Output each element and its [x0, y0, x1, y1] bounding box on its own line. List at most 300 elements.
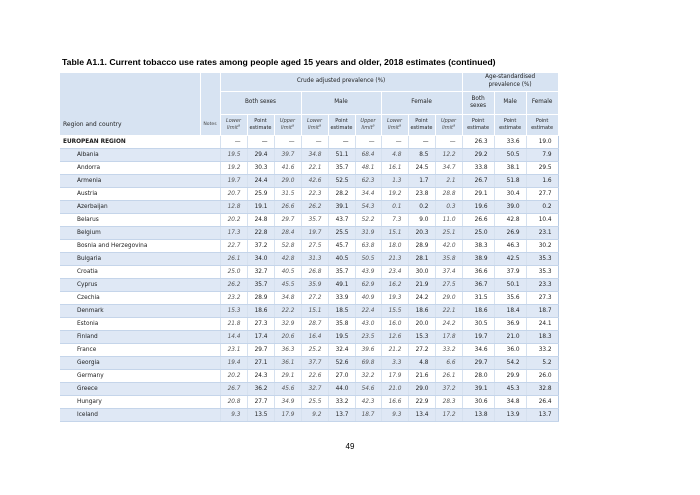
- both-sexes-lower-limit-cell: 21.8: [220, 318, 247, 331]
- female-upper-limit-cell: 35.8: [435, 253, 462, 266]
- country-row: [60, 344, 558, 357]
- male-lower-limit-cell: 32.7: [301, 383, 328, 396]
- male-point-estimate-cell: 18.5: [328, 305, 355, 318]
- both-sexes-upper-limit-cell: 29.0: [274, 175, 301, 188]
- footnote-mark: a: [291, 123, 295, 128]
- age-standardised-prevalence-header: [462, 73, 558, 92]
- age-std-male-cell: 37.9: [494, 266, 526, 279]
- male-lower-limit-cell: 42.6: [301, 175, 328, 188]
- female-upper-limit-cell: 27.5: [435, 279, 462, 292]
- age-std-both-sexes-cell: 28.0: [462, 370, 494, 383]
- notes-cell: [200, 201, 220, 214]
- male-lower-limit-cell: 16.4: [301, 331, 328, 344]
- male-point-estimate-cell: 35.7: [328, 162, 355, 175]
- both-sexes-lower-limit-cell: 9.3: [220, 409, 247, 422]
- footnote-mark: a: [372, 123, 375, 128]
- lower-limit-label: Lower limit: [225, 118, 242, 131]
- row-label: EUROPEAN REGION: [60, 136, 200, 149]
- female-lower-limit-cell: 15.1: [381, 227, 408, 240]
- row-label: Estonia: [60, 318, 200, 331]
- crude-male-header: Male: [301, 92, 381, 115]
- male-lower-limit-cell: 28.7: [301, 318, 328, 331]
- age-std-male-point-estimate-header: Point estimate: [494, 115, 526, 136]
- age-std-female-cell: 35.3: [526, 253, 558, 266]
- male-lower-limit-cell: 15.1: [301, 305, 328, 318]
- age-std-male-cell: 18.4: [494, 305, 526, 318]
- male-upper-limit-cell: 62.9: [355, 279, 381, 292]
- both-sexes-upper-limit-cell: 34.8: [274, 292, 301, 305]
- both-sexes-lower-limit-cell: —: [220, 136, 247, 149]
- male-lower-limit-cell: 31.3: [301, 253, 328, 266]
- both-sexes-upper-limit-cell: 22.2: [274, 305, 301, 318]
- male-point-estimate-cell: 51.1: [328, 149, 355, 162]
- country-row: [60, 357, 558, 370]
- female-point-estimate-cell: 1.7: [408, 175, 435, 188]
- both-sexes-lower-limit-cell: 17.3: [220, 227, 247, 240]
- female-lower-limit-header: [381, 115, 408, 136]
- female-point-estimate-cell: —: [408, 136, 435, 149]
- both-sexes-point-estimate-cell: 27.1: [247, 357, 274, 370]
- age-standardised-prevalence-label: Age-standardised prevalence (%): [485, 74, 536, 88]
- age-std-both-sexes-cell: 36.7: [462, 279, 494, 292]
- notes-cell: [200, 253, 220, 266]
- age-std-male-cell: 30.4: [494, 188, 526, 201]
- female-point-estimate-cell: 15.3: [408, 331, 435, 344]
- age-std-both-sexes-cell: 30.5: [462, 318, 494, 331]
- age-std-male-cell: 13.9: [494, 409, 526, 422]
- male-point-estimate-cell: 27.0: [328, 370, 355, 383]
- both-sexes-point-estimate-cell: 27.7: [247, 396, 274, 409]
- notes-cell: [200, 188, 220, 201]
- age-std-female-cell: 10.4: [526, 214, 558, 227]
- tobacco-use-table: [60, 72, 559, 422]
- notes-cell: [200, 383, 220, 396]
- female-upper-limit-cell: 24.2: [435, 318, 462, 331]
- notes-cell: [200, 331, 220, 344]
- male-lower-limit-cell: 22.3: [301, 188, 328, 201]
- female-point-estimate-cell: 18.6: [408, 305, 435, 318]
- age-std-female-cell: 27.3: [526, 292, 558, 305]
- female-lower-limit-cell: 21.0: [381, 383, 408, 396]
- female-lower-limit-cell: 16.6: [381, 396, 408, 409]
- both-sexes-upper-limit-cell: 20.6: [274, 331, 301, 344]
- female-upper-limit-cell: 34.7: [435, 162, 462, 175]
- female-point-estimate-cell: 23.8: [408, 188, 435, 201]
- both-sexes-lower-limit-cell: 14.4: [220, 331, 247, 344]
- male-lower-limit-cell: 35.9: [301, 279, 328, 292]
- age-std-both-sexes-cell: 30.6: [462, 396, 494, 409]
- age-std-both-sexes-point-estimate-header: Point estimate: [462, 115, 494, 136]
- notes-cell: [200, 318, 220, 331]
- male-upper-limit-cell: 34.4: [355, 188, 381, 201]
- both-sexes-point-estimate-cell: 29.7: [247, 344, 274, 357]
- age-std-male-header: Male: [494, 92, 526, 115]
- age-std-both-sexes-cell: 29.1: [462, 188, 494, 201]
- row-label: Czechia: [60, 292, 200, 305]
- age-std-male-cell: 54.2: [494, 357, 526, 370]
- country-row: [60, 253, 558, 266]
- both-sexes-lower-limit-cell: 20.2: [220, 214, 247, 227]
- age-std-both-sexes-cell: 29.7: [462, 357, 494, 370]
- male-upper-limit-cell: 63.8: [355, 240, 381, 253]
- age-std-both-sexes-cell: 38.3: [462, 240, 494, 253]
- male-point-estimate-cell: —: [328, 136, 355, 149]
- both-sexes-point-estimate-cell: 35.7: [247, 279, 274, 292]
- age-std-female-cell: 32.8: [526, 383, 558, 396]
- female-upper-limit-cell: 12.2: [435, 149, 462, 162]
- row-label: Hungary: [60, 396, 200, 409]
- both-sexes-lower-limit-header: [220, 115, 247, 136]
- lower-limit-label: Lower limit: [386, 118, 403, 131]
- both-sexes-lower-limit-cell: 20.2: [220, 370, 247, 383]
- both-sexes-point-estimate-cell: 36.2: [247, 383, 274, 396]
- male-lower-limit-cell: 35.7: [301, 214, 328, 227]
- female-lower-limit-cell: 19.3: [381, 292, 408, 305]
- male-point-estimate-cell: 13.7: [328, 409, 355, 422]
- both-sexes-point-estimate-cell: 19.1: [247, 201, 274, 214]
- age-std-female-point-estimate-header: Point estimate: [526, 115, 558, 136]
- notes-cell: [200, 240, 220, 253]
- age-std-female-cell: 0.2: [526, 201, 558, 214]
- male-lower-limit-cell: —: [301, 136, 328, 149]
- both-sexes-upper-limit-cell: 36.3: [274, 344, 301, 357]
- crude-female-header: Female: [381, 92, 462, 115]
- age-std-male-cell: 50.1: [494, 279, 526, 292]
- both-sexes-lower-limit-cell: 25.0: [220, 266, 247, 279]
- row-label: Armenia: [60, 175, 200, 188]
- country-row: [60, 266, 558, 279]
- age-std-male-cell: 29.9: [494, 370, 526, 383]
- male-point-estimate-cell: 45.7: [328, 240, 355, 253]
- male-point-estimate-cell: 43.7: [328, 214, 355, 227]
- female-point-estimate-cell: 28.1: [408, 253, 435, 266]
- male-upper-limit-cell: 48.1: [355, 162, 381, 175]
- male-point-estimate-cell: 52.6: [328, 357, 355, 370]
- both-sexes-upper-limit-cell: 31.5: [274, 188, 301, 201]
- both-sexes-upper-limit-cell: 34.9: [274, 396, 301, 409]
- both-sexes-upper-limit-cell: 32.9: [274, 318, 301, 331]
- region-row: [60, 136, 558, 149]
- male-point-estimate-header: Point estimate: [328, 115, 355, 136]
- row-label: Belgium: [60, 227, 200, 240]
- row-label: Croatia: [60, 266, 200, 279]
- notes-cell: [200, 279, 220, 292]
- male-point-estimate-cell: 33.2: [328, 396, 355, 409]
- female-upper-limit-cell: 33.2: [435, 344, 462, 357]
- age-std-male-cell: 39.0: [494, 201, 526, 214]
- country-row: [60, 383, 558, 396]
- notes-cell: [200, 396, 220, 409]
- female-point-estimate-cell: 9.0: [408, 214, 435, 227]
- female-lower-limit-cell: 21.3: [381, 253, 408, 266]
- male-upper-limit-cell: 68.4: [355, 149, 381, 162]
- country-row: [60, 162, 558, 175]
- age-std-both-sexes-cell: 26.3: [462, 136, 494, 149]
- female-point-estimate-header: Point estimate: [408, 115, 435, 136]
- female-lower-limit-cell: 18.0: [381, 240, 408, 253]
- row-label: Cyprus: [60, 279, 200, 292]
- country-row: [60, 240, 558, 253]
- male-point-estimate-cell: 40.5: [328, 253, 355, 266]
- row-label: Austria: [60, 188, 200, 201]
- country-row: [60, 409, 558, 422]
- both-sexes-upper-limit-cell: 29.1: [274, 370, 301, 383]
- male-upper-limit-cell: 54.6: [355, 383, 381, 396]
- both-sexes-point-estimate-cell: 27.3: [247, 318, 274, 331]
- male-lower-limit-cell: 26.2: [301, 201, 328, 214]
- both-sexes-upper-limit-cell: 45.5: [274, 279, 301, 292]
- both-sexes-lower-limit-cell: 15.3: [220, 305, 247, 318]
- female-point-estimate-cell: 21.9: [408, 279, 435, 292]
- notes-cell: [200, 344, 220, 357]
- male-point-estimate-cell: 25.5: [328, 227, 355, 240]
- notes-cell: [200, 305, 220, 318]
- notes-cell: [200, 370, 220, 383]
- male-upper-limit-cell: 23.5: [355, 331, 381, 344]
- both-sexes-point-estimate-cell: 30.3: [247, 162, 274, 175]
- page-number: 49: [345, 442, 355, 451]
- age-std-female-cell: 26.0: [526, 370, 558, 383]
- country-row: [60, 370, 558, 383]
- female-lower-limit-cell: 21.2: [381, 344, 408, 357]
- male-point-estimate-cell: 35.7: [328, 266, 355, 279]
- female-upper-limit-cell: 28.8: [435, 188, 462, 201]
- both-sexes-lower-limit-cell: 20.8: [220, 396, 247, 409]
- female-lower-limit-cell: 16.0: [381, 318, 408, 331]
- footnote-mark: a: [237, 123, 241, 128]
- country-row: [60, 279, 558, 292]
- notes-cell: [200, 149, 220, 162]
- male-upper-limit-cell: 40.9: [355, 292, 381, 305]
- female-point-estimate-cell: 20.0: [408, 318, 435, 331]
- row-label: Bosnia and Herzegovina: [60, 240, 200, 253]
- both-sexes-lower-limit-cell: 22.7: [220, 240, 247, 253]
- age-std-female-cell: 30.2: [526, 240, 558, 253]
- female-upper-limit-cell: 28.3: [435, 396, 462, 409]
- male-upper-limit-cell: 32.2: [355, 370, 381, 383]
- female-point-estimate-cell: 22.9: [408, 396, 435, 409]
- age-std-female-cell: 19.0: [526, 136, 558, 149]
- both-sexes-upper-limit-cell: 17.9: [274, 409, 301, 422]
- age-std-both-sexes-cell: 34.6: [462, 344, 494, 357]
- both-sexes-upper-limit-cell: 41.6: [274, 162, 301, 175]
- both-sexes-point-estimate-cell: 17.4: [247, 331, 274, 344]
- both-sexes-point-estimate-cell: 13.5: [247, 409, 274, 422]
- both-sexes-point-estimate-cell: 22.8: [247, 227, 274, 240]
- footnote-mark: a: [398, 123, 402, 128]
- crude-prevalence-header: Crude adjusted prevalence (%): [220, 73, 462, 92]
- notes-cell: [200, 136, 220, 149]
- male-lower-limit-header: [301, 115, 328, 136]
- age-std-male-cell: 46.3: [494, 240, 526, 253]
- female-lower-limit-cell: 16.2: [381, 279, 408, 292]
- both-sexes-point-estimate-cell: 18.6: [247, 305, 274, 318]
- age-std-both-sexes-cell: 26.6: [462, 214, 494, 227]
- age-std-male-cell: 34.8: [494, 396, 526, 409]
- age-std-male-cell: 42.5: [494, 253, 526, 266]
- female-point-estimate-cell: 28.9: [408, 240, 435, 253]
- male-point-estimate-cell: 32.4: [328, 344, 355, 357]
- male-upper-limit-header: [355, 115, 381, 136]
- notes-cell: [200, 266, 220, 279]
- male-upper-limit-cell: 31.9: [355, 227, 381, 240]
- both-sexes-upper-limit-cell: 29.7: [274, 214, 301, 227]
- both-sexes-point-estimate-cell: 28.9: [247, 292, 274, 305]
- age-std-female-cell: 29.5: [526, 162, 558, 175]
- age-std-male-cell: 36.9: [494, 318, 526, 331]
- female-point-estimate-cell: 13.4: [408, 409, 435, 422]
- row-label: Albania: [60, 149, 200, 162]
- age-std-male-cell: 45.3: [494, 383, 526, 396]
- male-point-estimate-cell: 19.5: [328, 331, 355, 344]
- male-upper-limit-cell: 52.2: [355, 214, 381, 227]
- female-upper-limit-cell: 29.0: [435, 292, 462, 305]
- female-lower-limit-cell: 12.6: [381, 331, 408, 344]
- country-row: [60, 292, 558, 305]
- female-lower-limit-cell: 16.1: [381, 162, 408, 175]
- female-point-estimate-cell: 24.2: [408, 292, 435, 305]
- female-lower-limit-cell: 17.9: [381, 370, 408, 383]
- notes-cell: [200, 227, 220, 240]
- both-sexes-point-estimate-cell: 24.8: [247, 214, 274, 227]
- notes-cell: [200, 175, 220, 188]
- row-label: Finland: [60, 331, 200, 344]
- table-body: [60, 136, 558, 422]
- male-upper-limit-cell: 69.8: [355, 357, 381, 370]
- female-lower-limit-cell: —: [381, 136, 408, 149]
- female-point-estimate-cell: 24.5: [408, 162, 435, 175]
- row-label: Bulgaria: [60, 253, 200, 266]
- male-lower-limit-cell: 22.1: [301, 162, 328, 175]
- female-lower-limit-cell: 23.4: [381, 266, 408, 279]
- age-std-male-cell: 26.9: [494, 227, 526, 240]
- age-std-female-cell: 27.7: [526, 188, 558, 201]
- row-label: Belarus: [60, 214, 200, 227]
- female-upper-limit-cell: 26.1: [435, 370, 462, 383]
- male-lower-limit-cell: 26.8: [301, 266, 328, 279]
- female-lower-limit-cell: 4.8: [381, 149, 408, 162]
- male-lower-limit-cell: 9.2: [301, 409, 328, 422]
- female-upper-limit-cell: 6.6: [435, 357, 462, 370]
- notes-cell: [200, 409, 220, 422]
- female-upper-limit-cell: 17.8: [435, 331, 462, 344]
- both-sexes-lower-limit-cell: 20.7: [220, 188, 247, 201]
- upper-limit-label: Upper limit: [360, 118, 376, 131]
- female-point-estimate-cell: 8.5: [408, 149, 435, 162]
- both-sexes-lower-limit-cell: 26.2: [220, 279, 247, 292]
- both-sexes-point-estimate-cell: —: [247, 136, 274, 149]
- notes-cell: [200, 357, 220, 370]
- upper-limit-label: Upper limit: [440, 118, 457, 131]
- male-point-estimate-cell: 28.2: [328, 188, 355, 201]
- male-lower-limit-cell: 22.6: [301, 370, 328, 383]
- male-point-estimate-cell: 49.1: [328, 279, 355, 292]
- country-row: [60, 214, 558, 227]
- both-sexes-upper-limit-cell: 40.5: [274, 266, 301, 279]
- table-title: Table A1.1. Current tobacco use rates among people aged 15 years and older, 2018 estimates (continued): [62, 57, 496, 67]
- country-row: [60, 188, 558, 201]
- female-upper-limit-cell: 11.0: [435, 214, 462, 227]
- age-std-male-cell: 51.8: [494, 175, 526, 188]
- age-std-male-cell: 33.6: [494, 136, 526, 149]
- both-sexes-lower-limit-cell: 23.2: [220, 292, 247, 305]
- female-upper-limit-cell: 25.1: [435, 227, 462, 240]
- age-std-female-cell: 24.1: [526, 318, 558, 331]
- age-std-male-cell: 42.8: [494, 214, 526, 227]
- male-lower-limit-cell: 27.2: [301, 292, 328, 305]
- female-upper-limit-cell: 2.1: [435, 175, 462, 188]
- age-std-male-cell: 38.1: [494, 162, 526, 175]
- country-row: [60, 305, 558, 318]
- male-point-estimate-cell: 39.1: [328, 201, 355, 214]
- age-std-male-cell: 50.5: [494, 149, 526, 162]
- male-upper-limit-cell: 22.4: [355, 305, 381, 318]
- header-row-groups: [60, 73, 558, 92]
- male-upper-limit-cell: 39.6: [355, 344, 381, 357]
- footnote-mark: a: [318, 123, 322, 128]
- both-sexes-lower-limit-cell: 26.1: [220, 253, 247, 266]
- age-std-male-cell: 36.0: [494, 344, 526, 357]
- both-sexes-lower-limit-cell: 19.4: [220, 357, 247, 370]
- row-label: Iceland: [60, 409, 200, 422]
- age-std-both-sexes-cell: 13.8: [462, 409, 494, 422]
- both-sexes-upper-limit-header: [274, 115, 301, 136]
- male-lower-limit-cell: 19.7: [301, 227, 328, 240]
- row-label: Andorra: [60, 162, 200, 175]
- both-sexes-upper-limit-cell: 28.4: [274, 227, 301, 240]
- age-std-female-cell: 35.3: [526, 266, 558, 279]
- male-upper-limit-cell: 43.9: [355, 266, 381, 279]
- male-upper-limit-cell: —: [355, 136, 381, 149]
- country-row: [60, 227, 558, 240]
- male-upper-limit-cell: 62.3: [355, 175, 381, 188]
- country-row: [60, 201, 558, 214]
- both-sexes-point-estimate-cell: 24.3: [247, 370, 274, 383]
- age-std-both-sexes-cell: 39.1: [462, 383, 494, 396]
- both-sexes-point-estimate-header: Point estimate: [247, 115, 274, 136]
- age-std-both-sexes-header: Both sexes: [462, 92, 494, 115]
- female-point-estimate-cell: 27.2: [408, 344, 435, 357]
- female-upper-limit-cell: 17.2: [435, 409, 462, 422]
- both-sexes-lower-limit-cell: 19.5: [220, 149, 247, 162]
- female-upper-limit-cell: 37.2: [435, 383, 462, 396]
- country-row: [60, 331, 558, 344]
- crude-both-sexes-header: Both sexes: [220, 92, 301, 115]
- female-upper-limit-header: [435, 115, 462, 136]
- both-sexes-point-estimate-cell: 24.4: [247, 175, 274, 188]
- age-std-male-cell: 35.6: [494, 292, 526, 305]
- age-std-both-sexes-cell: 33.8: [462, 162, 494, 175]
- row-label: Denmark: [60, 305, 200, 318]
- female-upper-limit-cell: 37.4: [435, 266, 462, 279]
- age-std-female-cell: 23.3: [526, 279, 558, 292]
- male-point-estimate-cell: 33.9: [328, 292, 355, 305]
- row-label: Greece: [60, 383, 200, 396]
- row-label: Germany: [60, 370, 200, 383]
- age-std-male-cell: 21.0: [494, 331, 526, 344]
- age-std-both-sexes-cell: 26.7: [462, 175, 494, 188]
- both-sexes-lower-limit-cell: 23.1: [220, 344, 247, 357]
- female-point-estimate-cell: 29.0: [408, 383, 435, 396]
- female-lower-limit-cell: 3.3: [381, 357, 408, 370]
- age-std-both-sexes-cell: 29.2: [462, 149, 494, 162]
- female-lower-limit-cell: 15.5: [381, 305, 408, 318]
- female-upper-limit-cell: 0.3: [435, 201, 462, 214]
- male-upper-limit-cell: 54.3: [355, 201, 381, 214]
- female-lower-limit-cell: 0.1: [381, 201, 408, 214]
- male-upper-limit-cell: 18.7: [355, 409, 381, 422]
- female-upper-limit-cell: 22.1: [435, 305, 462, 318]
